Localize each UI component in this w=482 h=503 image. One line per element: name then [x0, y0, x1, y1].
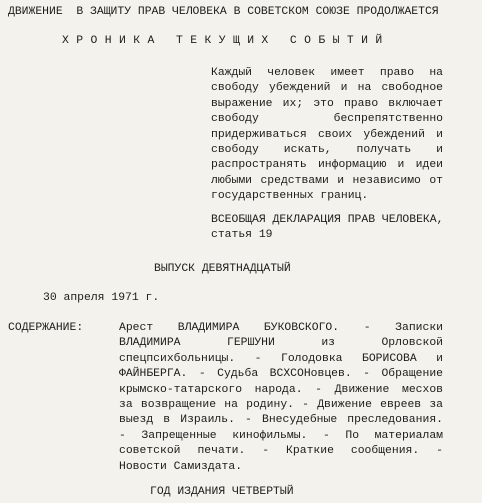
declaration-article: статья 19 — [211, 229, 273, 242]
declaration-title: ВСЕОБЩАЯ ДЕКЛАРАЦИЯ ПРАВ ЧЕЛОВЕКА, — [211, 214, 444, 226]
contents-label: СОДЕРЖАНИЕ: — [8, 322, 84, 334]
contents-line: Новости Самиздата. — [119, 460, 243, 473]
contents-list — [119, 321, 443, 475]
issue-number: ВЫПУСК ДЕВЯТНАДЦАТЫЙ — [154, 263, 291, 275]
epigraph-line: выражение их; это право включает — [211, 97, 443, 110]
epigraph-line: государственных границ. — [211, 190, 369, 203]
publication-year: ГОД ИЗДАНИЯ ЧЕТВЕРТЫЙ — [150, 486, 294, 498]
contents-line: - Запрещенные кинофильмы. - По материалам — [119, 429, 443, 442]
epigraph-line: свободу беспрепятственно — [211, 113, 443, 126]
contents-line: за возвращение на родину. - Движение евреев за — [119, 398, 443, 411]
epigraph-line: придерживаться своих убеждений и — [211, 128, 443, 141]
contents-line: выезд в Израиль. - Внесудебные преследования. — [119, 414, 443, 427]
epigraph-line: свободу искать, получать и — [211, 143, 443, 156]
epigraph-line: распространять информацию и идеи — [211, 159, 443, 172]
epigraph-line: любыми средствами и независимо от — [211, 174, 443, 187]
epigraph-source — [211, 213, 451, 244]
contents-line: Арест ВЛАДИМИРА БУКОВСКОГО. - Записки — [119, 322, 443, 334]
contents-line: крымско-татарского народа. - Движение месхов — [119, 383, 443, 396]
chronicle-title: ХРОНИКА ТЕКУЩИХ СОБЫТИЙ — [62, 35, 390, 47]
epigraph-line: Каждый человек имеет право на — [211, 67, 443, 79]
header-slogan: ДВИЖЕНИЕ В ЗАЩИТУ ПРАВ ЧЕЛОВЕКА В СОВЕТСКОМ СОЮЗЕ ПРОДОЛЖАЕТСЯ — [8, 6, 439, 18]
epigraph-line: свободу убеждений и на свободное — [211, 82, 443, 95]
contents-line: ФАЙНБЕРГА. - Судьба ВСХСОНовцев. - Обращение — [119, 368, 443, 381]
issue-date: 30 апреля 1971 г. — [43, 292, 160, 304]
contents-line: советской печати. - Краткие сообщения. - — [119, 445, 443, 458]
contents-line: ВЛАДИМИРА ГЕРШУНИ из Орловской — [119, 337, 443, 350]
epigraph — [211, 66, 443, 205]
contents-line: спецпсихбольницы. - Голодовка БОРИСОВА и — [119, 352, 443, 365]
